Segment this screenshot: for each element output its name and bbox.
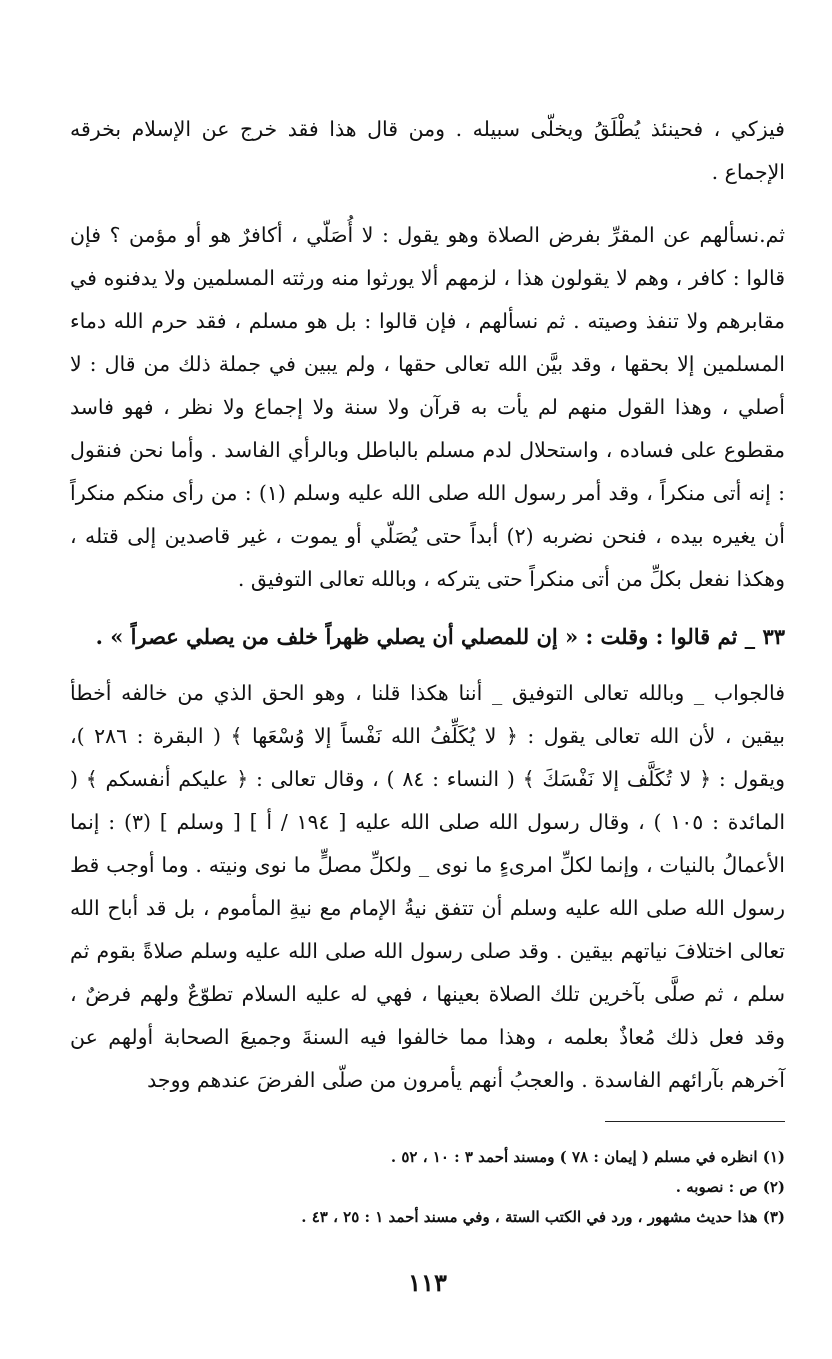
book-page bbox=[70, 108, 785, 1328]
paragraph-2: ثم.نسألهم عن المقرِّ بفرض الصلاة وهو يقول : لا أُصَلّي ، أكافرٌ هو أو مؤمن ؟ فإن قالوا : كافر ، وهم لا يقولون هذا ، لزمهم ألا يورثوا منه ورثته المسلمين ولا يدفنوه في مقابرهم ولا تنفذ وصيته . ثم نسألهم ، فإن قالوا : بل هو مسلم ، فقد حرم الله دماء المسلمين إلا بحقها ، وقد بيَّن الله تعالى حقها ، ولم يبين في جملة ذلك من قال : لا أصلي ، وهذا القول منهم لم يأت به قرآن ولا سنة ولا إجماع ولا نظر ، فهو فاسد مقطوع على فساده ، واستحلال لدم مسلم بالباطل وبالرأي الفاسد . وأما نحن فنقول : إنه أتى منكراً ، وقد أمر رسول الله صلى الله عليه وسلم (١) : من رأى منكم منكراً أن يغيره بيده ، فنحن نضربه (٢) أبداً حتى يُصَلّي أو يموت ، غير قاصدين إلى قتله ، وهكذا نفعل بكلِّ من أتى منكراً حتى يتركه ، وبالله تعالى التوفيق . bbox=[70, 223, 785, 591]
answer-paragraph: فالجواب _ وبالله تعالى التوفيق _ أننا هكذا قلنا ، وهو الحق الذي من خالفه أخطأ بيقين ، لأن الله تعالى يقول : ﴿ لا يُكَلِّفُ الله نَفْساً إلا وُسْعَها ﴾ ( البقرة : ٢٨٦ )، ويقول : ﴿ لا تُكَلَّف إلا نَفْسَكَ ﴾ ( النساء : ٨٤ ) ، وقال تعالى : ﴿ عليكم أنفسكم ﴾ ( المائدة : ١٠٥ ) ، وقال رسول الله صلى الله عليه [ ١٩٤ / أ ] [ وسلم ] (٣) : إنما الأعمالُ بالنيات ، وإنما لكلِّ امرىءٍ ما نوى _ ولكلِّ مصلٍّ ما نوى ونيته . وما أوجب قط رسول الله صلى الله عليه وسلم أن تتفق نيةُ الإمام مع نيةِ المأموم ، بل قد أباح الله تعالى اختلافَ نياتهم بيقين . وقد صلى رسول الله صلى الله عليه وسلم صلاةً بقوم ثم سلم ، ثم صلَّى بآخرين تلك الصلاة بعينها ، فهي له عليه السلام تطوّعٌ ولهم فرضٌ ، وقد فعل ذلك مُعاذٌ بعلمه ، وهذا مما خالفوا فيه السنةَ وجميعَ الصحابة أولهم عن آخرهم بآرائهم الفاسدة . والعجبُ أنهم يأمرون من صلّى الفرضَ عندهم ووجد bbox=[70, 681, 786, 1092]
footnote-2: (٢) ص : نصوبه . bbox=[675, 1178, 785, 1196]
footnote-1: (١) انظره في مسلم ( إيمان : ٧٨ ) ومسند أحمد ٣ : ١٠ ، ٥٢ . bbox=[390, 1148, 785, 1166]
paragraph-1: فيزكي ، فحينئذ يُطْلَقُ ويخلّى سبيله . ومن قال هذا فقد خرج عن الإسلام بخرقه الإجماع . bbox=[70, 117, 785, 184]
footnotes bbox=[70, 1142, 785, 1232]
section-heading: ٣٣ _ ثم قالوا : وقلت : « إن للمصلي أن يصلي ظهراً خلف من يصلي عصراً » . bbox=[95, 624, 785, 649]
footnote-divider bbox=[605, 1121, 785, 1122]
footnote-3: (٣) هذا حديث مشهور ، ورد في الكتب الستة ، وفي مسند أحمد ١ : ٢٥ ، ٤٣ . bbox=[301, 1208, 785, 1226]
page-number: ١١٣ bbox=[408, 1268, 447, 1297]
